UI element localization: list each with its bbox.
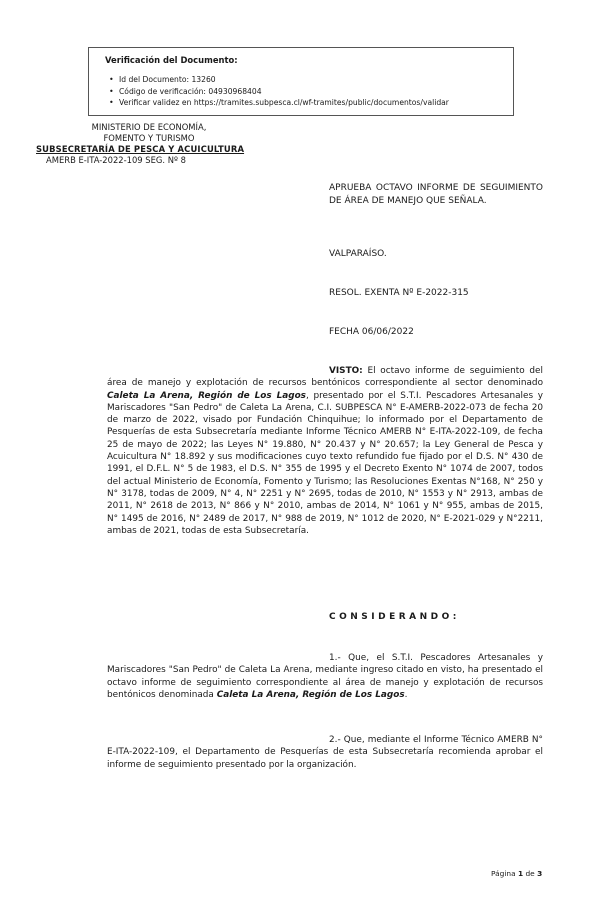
visto-paragraph [107,365,543,537]
current-page: 1 [517,869,524,878]
resolution-number: RESOL. EXENTA Nº E-2022-315 [329,288,469,298]
document-header [36,122,286,166]
p1-sector: Caleta La Arena, Región de Los Lagos [216,689,405,700]
visto-text-a: El octavo informe de seguimiento del área de manejo y explotación de recursos bentónicos correspondiente al sector denominado [107,366,543,389]
considerando-heading: CONSIDERANDO: [329,612,460,622]
page-label: Página [491,869,518,878]
document-reference: AMERB E-ITA-2022-109 SEG. Nº 8 [46,155,186,165]
resolution-date: FECHA 06/06/2022 [329,327,414,337]
verification-id: • Id del Documento: 13260 [119,74,513,86]
visto-text-b: , presentado por el S.T.I. Pescadores Artesanales y Mariscadores "San Pedro" de Caleta La Arena, C.I. SUBPESCA N° E-AMERB-2022-073 de fecha 20 de marzo de 2022, visado por Fundación Chinquihue; lo informado por el Departamento de Pesquerías de esta Subsecretaría mediante Informe Técnico AMERB N° E-ITA-2022-109, de fecha 25 de mayo de 2022; las Leyes N° 19.880, N° 20.437 y N° 20.657; la Ley General de Pesca y Acuicultura N° 18.892 y sus modificaciones cuyo texto refundido fue fijado por el D.S. N° 430 de 1991, el D.F.L. N° 5 de 1983, el D.S. N° 355 de 1995 y el Decreto Exento N° 1074 de 2007, todos del actual Ministerio de Economía, Fomento y Turismo; las Resoluciones Exentas N°168, N° 250 y N° 3178, todas de 2009, N° 4, N° 2251 y N° 2695, todas de 2010, N° 1553 y N° 2913, ambas de 2011, N° 2618 de 2013, N° 866 y N° 2010, ambas de 2014, N° 1061 y N° 955, ambas de 2015, N° 1495 de 2016, N° 2489 de 2017, N° 988 de 2019, N° 1012 de 2020, N° E-2021-029 y N°2211, ambas de 2021, todas de esta Subsecretaría. [107,390,543,536]
visto-label: VISTO: [329,366,363,376]
of-label: de [523,869,538,878]
verification-url-link[interactable]: • Verificar validez en https://tramites.subpesca.cl/wf-tramites/public/documentos/validar [119,97,513,109]
p1-end: . [404,689,408,700]
visto-sector: Caleta La Arena, Región de Los Lagos [107,390,306,401]
resolution-subject: APRUEBA OCTAVO INFORME DE SEGUIMIENTO DE ÁREA DE MANEJO QUE SEÑALA. [329,183,543,206]
subsecretaria-title: SUBSECRETARÍA DE PESCA Y ACUICULTURA [36,144,245,154]
total-pages: 3 [537,869,543,878]
verification-box [88,47,514,116]
verification-code: • Código de verificación: 04930968404 [119,86,513,98]
p1-text: 1.- Que, el S.T.I. Pescadores Artesanales y Mariscadores "San Pedro" de Caleta La Arena, mediante ingreso citado en visto, ha presentado el octavo informe de seguimiento correspondiente al área de manejo y explotación de recursos bentónicos denominada [107,653,543,700]
considerando-paragraph-2: 2.- Que, mediante el Informe Técnico AMERB N° E-ITA-2022-109, el Departamento de Pesquerías de esta Subsecretaría recomienda aprobar el informe de seguimiento presentado por la organización. [107,735,543,770]
ministry-line-1: MINISTERIO DE ECONOMÍA, [91,122,207,132]
verification-title: Verificación del Documento: [105,55,238,65]
ministry-line-2: FOMENTO Y TURISMO [103,133,195,143]
page-number [491,869,542,878]
verification-list [105,74,513,109]
resolution-city: VALPARAÍSO. [329,249,387,259]
considerando-paragraph-1 [107,652,543,701]
